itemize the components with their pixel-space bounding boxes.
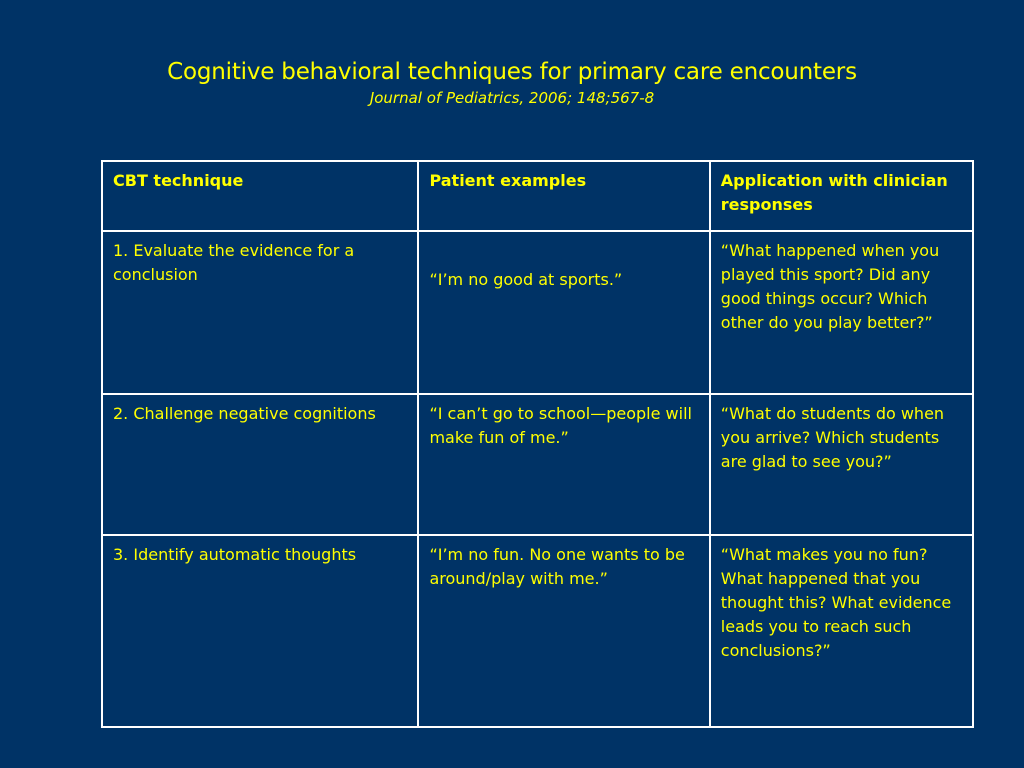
table-header-row [102,161,973,231]
slide-title: Cognitive behavioral techniques for primary care encounters [167,59,857,85]
example-text: “I’m no good at sports.” [429,270,623,289]
example-cell [418,231,709,394]
table-row [102,535,973,727]
response-cell: “What makes you no fun? What happened that you thought this? What evidence leads you to reach such conclusions?” [710,535,973,727]
technique-cell: 3. Identify automatic thoughts [102,535,418,727]
slide-subtitle: Journal of Pediatrics, 2006; 148;567-8 [369,89,655,107]
example-cell: “I can’t go to school—people will make fun of me.” [418,394,709,535]
table-row [102,394,973,535]
response-cell: “What do students do when you arrive? Which students are glad to see you?” [710,394,973,535]
table-row [102,231,973,394]
response-cell: “What happened when you played this sport? Did any good things occur? Which other do you play better?” [710,231,973,394]
example-cell: “I’m no fun. No one wants to be around/play with me.” [418,535,709,727]
header-patient-examples: Patient examples [418,161,709,231]
header-cbt-technique: CBT technique [102,161,418,231]
cbt-table [101,160,974,728]
technique-cell: 2. Challenge negative cognitions [102,394,418,535]
technique-cell: 1. Evaluate the evidence for a conclusion [102,231,418,394]
header-clinician-responses: Application with clinician responses [710,161,973,231]
